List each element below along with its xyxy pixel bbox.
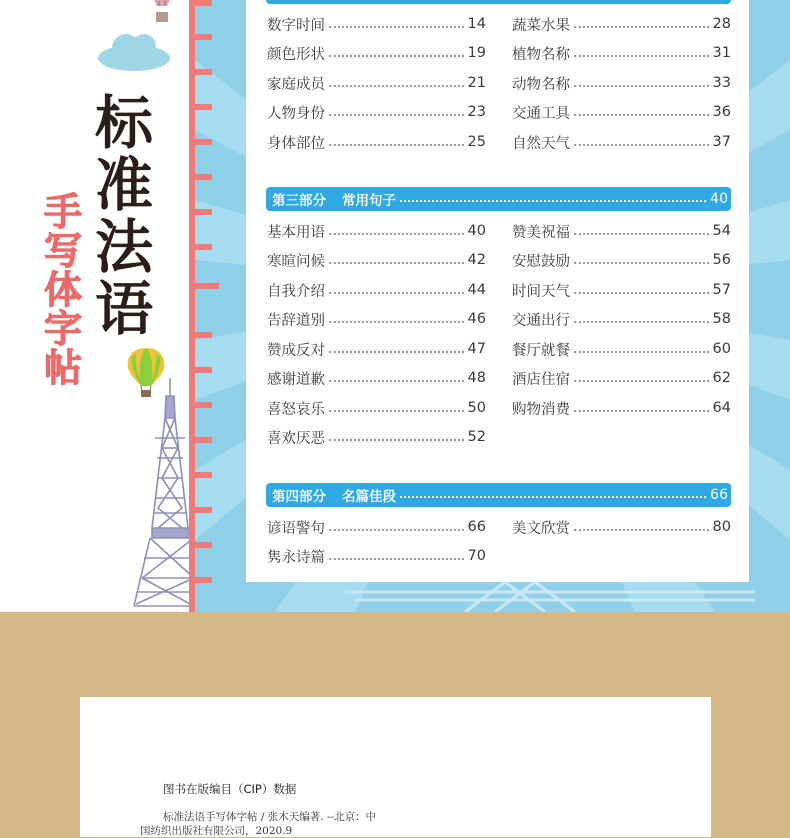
leader-dots bbox=[574, 144, 709, 146]
toc-entry[interactable] bbox=[512, 131, 731, 153]
toc-label: 身体部位 bbox=[267, 135, 325, 152]
toc-page: 14 bbox=[467, 16, 486, 32]
ruler-tick bbox=[195, 139, 212, 145]
toc-page: 57 bbox=[712, 282, 731, 298]
toc-page: 47 bbox=[467, 341, 486, 357]
toc-entry[interactable] bbox=[267, 516, 486, 538]
subtitle-char: 帖 bbox=[43, 345, 82, 390]
leader-dots bbox=[329, 380, 464, 382]
toc-entry[interactable] bbox=[267, 545, 486, 567]
toc-label: 购物消费 bbox=[512, 401, 570, 418]
toc-page: 33 bbox=[712, 75, 731, 91]
ruler-tick bbox=[195, 542, 212, 548]
toc-label: 蔬菜水果 bbox=[512, 17, 570, 34]
leader-dots bbox=[574, 321, 709, 323]
book-subtitle bbox=[40, 189, 86, 390]
toc-page: 31 bbox=[712, 45, 731, 61]
section-part-label: 第三部分 bbox=[272, 193, 326, 209]
leader-dots bbox=[329, 262, 464, 264]
leader-dots bbox=[329, 55, 464, 57]
toc-label: 喜怒哀乐 bbox=[267, 401, 325, 418]
leader-dots bbox=[574, 410, 709, 412]
leader-dots bbox=[329, 114, 464, 116]
toc-label: 人物身份 bbox=[267, 105, 325, 122]
subtitle-char: 手 bbox=[43, 189, 82, 234]
cip-line: 标准法语手写体字帖 / 张木天编著. --北京：中 bbox=[163, 811, 376, 823]
leader-dots bbox=[574, 380, 709, 382]
toc-page: 46 bbox=[467, 311, 486, 327]
toc-page: 64 bbox=[712, 400, 731, 416]
leader-dots bbox=[329, 558, 464, 560]
toc-entry[interactable] bbox=[267, 279, 486, 301]
toc-entry[interactable] bbox=[512, 516, 731, 538]
copyright-page bbox=[80, 697, 711, 837]
toc-page: 56 bbox=[712, 252, 731, 268]
ruler-tick bbox=[195, 367, 212, 373]
section-bar-top bbox=[266, 0, 731, 4]
leader-dots bbox=[574, 114, 709, 116]
ruler-tick bbox=[195, 402, 212, 408]
leader-dots bbox=[329, 292, 464, 294]
toc-entry[interactable] bbox=[512, 397, 731, 419]
leader-dots bbox=[400, 496, 706, 498]
leader-dots bbox=[574, 233, 709, 235]
toc-label: 谚语警句 bbox=[267, 520, 325, 537]
toc-page: 23 bbox=[467, 104, 486, 120]
toc-label: 寒暄问候 bbox=[267, 253, 325, 270]
toc-page: 52 bbox=[467, 429, 486, 445]
cip-heading: 图书在版编目（CIP）数据 bbox=[163, 782, 297, 796]
toc-entry[interactable] bbox=[267, 397, 486, 419]
toc-label: 隽永诗篇 bbox=[267, 549, 325, 566]
section-header-part4[interactable] bbox=[266, 483, 731, 507]
leader-dots bbox=[329, 529, 464, 531]
toc-page: 37 bbox=[712, 134, 731, 150]
toc-entry[interactable] bbox=[512, 249, 731, 271]
cover-side bbox=[0, 0, 195, 612]
title-char: 标 bbox=[94, 89, 153, 157]
toc-page: 70 bbox=[467, 548, 486, 564]
toc-page: 58 bbox=[712, 311, 731, 327]
toc-page: 66 bbox=[467, 519, 486, 535]
toc-label: 感谢道歉 bbox=[267, 371, 325, 388]
ruler-strip bbox=[189, 0, 195, 612]
toc-page: 40 bbox=[467, 223, 486, 239]
leader-dots bbox=[329, 439, 464, 441]
ruler-tick bbox=[195, 577, 212, 583]
toc-page: 19 bbox=[467, 45, 486, 61]
ruler-tick bbox=[195, 507, 212, 513]
toc-label: 动物名称 bbox=[512, 76, 570, 93]
book-title bbox=[92, 89, 156, 343]
toc-page: 80 bbox=[712, 519, 731, 535]
toc-page: 42 bbox=[467, 252, 486, 268]
ruler-tick bbox=[195, 209, 212, 215]
toc-page: 28 bbox=[712, 16, 731, 32]
cloud-icon bbox=[96, 28, 172, 72]
ruler-tick bbox=[195, 104, 212, 110]
toc-entry[interactable] bbox=[512, 367, 731, 389]
toc-entry[interactable] bbox=[512, 101, 731, 123]
leader-dots bbox=[329, 351, 464, 353]
subtitle-char: 体 bbox=[43, 267, 82, 312]
eiffel-tower-icon bbox=[122, 378, 194, 612]
toc-label: 餐厅就餐 bbox=[512, 342, 570, 359]
toc-label: 基本用语 bbox=[267, 224, 325, 241]
section-name: 名篇佳段 bbox=[342, 489, 396, 505]
toc-label: 赞成反对 bbox=[267, 342, 325, 359]
toc-entry[interactable] bbox=[267, 249, 486, 271]
subtitle-char: 写 bbox=[43, 228, 82, 273]
subtitle-char: 字 bbox=[43, 306, 82, 351]
ruler-tick bbox=[195, 283, 219, 289]
leader-dots bbox=[574, 529, 709, 531]
leader-dots bbox=[574, 85, 709, 87]
leader-dots bbox=[329, 26, 464, 28]
toc-entry[interactable] bbox=[267, 72, 486, 94]
toc-label: 赞美祝福 bbox=[512, 224, 570, 241]
section-name: 常用句子 bbox=[342, 193, 396, 209]
toc-page: 60 bbox=[712, 341, 731, 357]
toc-label: 植物名称 bbox=[512, 46, 570, 63]
section-page: 40 bbox=[710, 191, 728, 207]
leader-dots bbox=[329, 144, 464, 146]
toc-entry[interactable] bbox=[512, 42, 731, 64]
toc-page: 48 bbox=[467, 370, 486, 386]
ruler-tick bbox=[195, 332, 212, 338]
toc-entry[interactable] bbox=[512, 72, 731, 94]
toc-label: 告辞道别 bbox=[267, 312, 325, 329]
toc-page: 36 bbox=[712, 104, 731, 120]
toc-label: 数字时间 bbox=[267, 17, 325, 34]
toc-entry[interactable] bbox=[267, 42, 486, 64]
ruler-tick bbox=[195, 244, 212, 250]
title-char: 准 bbox=[94, 151, 153, 219]
toc-entry[interactable] bbox=[512, 13, 731, 35]
ruler-tick bbox=[195, 69, 212, 75]
toc-label: 酒店住宿 bbox=[512, 371, 570, 388]
ruler-tick bbox=[195, 472, 212, 478]
toc-label: 喜欢厌恶 bbox=[267, 430, 325, 447]
toc-label: 美文欣赏 bbox=[512, 520, 570, 537]
title-char: 语 bbox=[94, 275, 153, 343]
toc-entry[interactable] bbox=[267, 101, 486, 123]
ruler-tick bbox=[195, 174, 212, 180]
toc-entry[interactable] bbox=[267, 13, 486, 35]
toc-page: 44 bbox=[467, 282, 486, 298]
leader-dots bbox=[329, 410, 464, 412]
toc-label: 安慰鼓励 bbox=[512, 253, 570, 270]
toc-entry[interactable] bbox=[267, 308, 486, 330]
leader-dots bbox=[400, 200, 706, 202]
ruler-tick bbox=[195, 437, 212, 443]
toc-entry[interactable] bbox=[512, 338, 731, 360]
toc-entry[interactable] bbox=[512, 279, 731, 301]
leader-dots bbox=[329, 233, 464, 235]
toc-label: 交通工具 bbox=[512, 105, 570, 122]
section-part-label: 第四部分 bbox=[272, 489, 326, 505]
title-char: 法 bbox=[94, 213, 153, 281]
toc-page: 62 bbox=[712, 370, 731, 386]
toc-label: 自然天气 bbox=[512, 135, 570, 152]
toc-entry[interactable] bbox=[267, 220, 486, 242]
cip-line: 国纺织出版社有限公司，2020.9 bbox=[140, 825, 293, 837]
toc-entry[interactable] bbox=[512, 220, 731, 242]
leader-dots bbox=[329, 321, 464, 323]
toc-page: 21 bbox=[467, 75, 486, 91]
hot-air-balloon-icon bbox=[150, 0, 174, 26]
toc-label: 颜色形状 bbox=[267, 46, 325, 63]
ruler-tick bbox=[195, 34, 212, 40]
toc-entry[interactable] bbox=[267, 367, 486, 389]
toc-page: 54 bbox=[712, 223, 731, 239]
ruler-tick bbox=[195, 0, 212, 6]
toc-page: 50 bbox=[467, 400, 486, 416]
leader-dots bbox=[574, 262, 709, 264]
toc-label: 自我介绍 bbox=[267, 283, 325, 300]
table-of-contents bbox=[246, 0, 749, 582]
toc-label: 交通出行 bbox=[512, 312, 570, 329]
toc-entry[interactable] bbox=[512, 308, 731, 330]
toc-page: 25 bbox=[467, 134, 486, 150]
leader-dots bbox=[574, 55, 709, 57]
toc-entry[interactable] bbox=[267, 426, 486, 448]
section-header-part3[interactable] bbox=[266, 187, 731, 211]
leader-dots bbox=[574, 26, 709, 28]
toc-label: 家庭成员 bbox=[267, 76, 325, 93]
leader-dots bbox=[574, 351, 709, 353]
toc-label: 时间天气 bbox=[512, 283, 570, 300]
leader-dots bbox=[329, 85, 464, 87]
toc-entry[interactable] bbox=[267, 338, 486, 360]
toc-entry[interactable] bbox=[267, 131, 486, 153]
leader-dots bbox=[574, 292, 709, 294]
section-page: 66 bbox=[710, 487, 728, 503]
